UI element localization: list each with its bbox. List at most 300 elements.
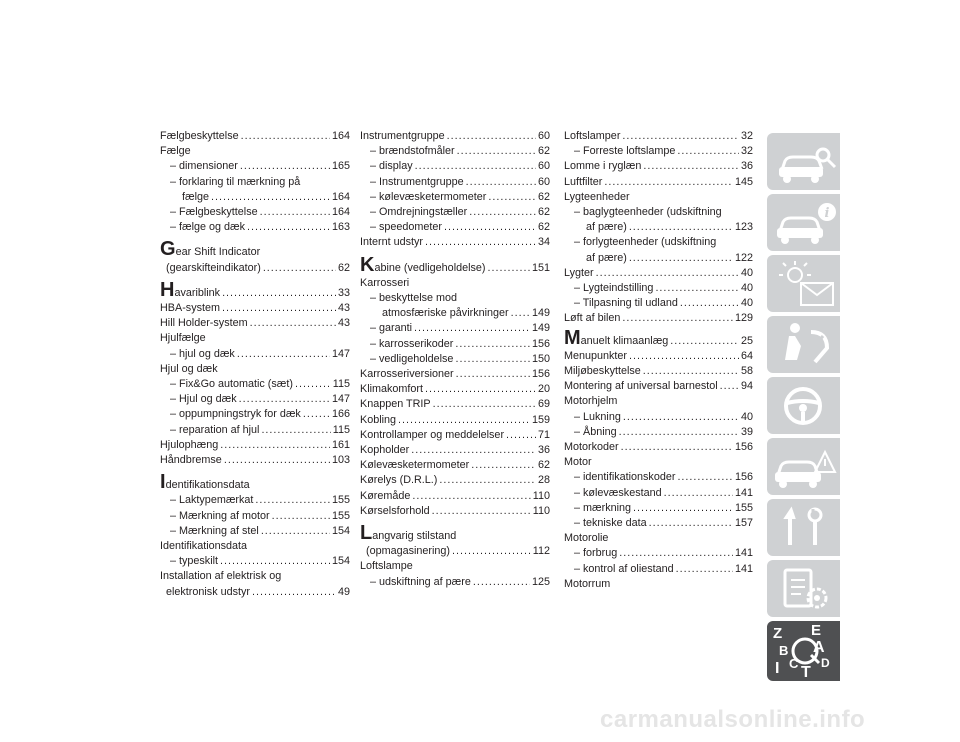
leader-dots — [260, 205, 330, 220]
page-number: 110 — [532, 489, 550, 502]
entry-title — [564, 577, 610, 592]
index-subentry[interactable] — [564, 562, 753, 577]
leader-dots — [629, 251, 733, 266]
entry-text: – brændstofmåler — [370, 145, 455, 158]
leader-dots — [596, 266, 739, 281]
entry-text: Motorrum — [564, 577, 611, 590]
index-subentry[interactable] — [564, 425, 753, 440]
index-entry[interactable] — [360, 522, 550, 559]
entry-title — [160, 144, 191, 159]
entry-line — [564, 129, 753, 144]
index-subentry[interactable] — [564, 516, 753, 531]
entry-line — [160, 238, 350, 261]
entry-title — [370, 575, 471, 590]
index-letter: D — [821, 656, 830, 670]
index-entry[interactable] — [160, 471, 350, 493]
page-number: 34 — [537, 236, 550, 249]
airbag-seat-icon — [767, 316, 840, 373]
index-entry[interactable] — [360, 382, 550, 397]
page-number: 157 — [734, 517, 753, 530]
page-number: 58 — [740, 365, 753, 378]
entry-title — [574, 281, 653, 296]
index-entry[interactable] — [360, 254, 550, 276]
index-subentry[interactable] — [360, 220, 550, 235]
page-number: 141 — [734, 562, 753, 575]
page-number: 36 — [537, 444, 550, 457]
entry-text: – Mærkning af motor — [170, 509, 270, 522]
index-entry[interactable] — [360, 489, 550, 504]
index-subentry[interactable] — [160, 175, 350, 205]
index-entry[interactable] — [160, 144, 350, 159]
index-subentry[interactable] — [360, 321, 550, 336]
index-subentry[interactable] — [160, 377, 350, 392]
entry-text: – beskyttelse mod — [370, 292, 458, 305]
entry-line — [170, 205, 350, 220]
tools-icon — [767, 499, 840, 556]
leader-dots — [432, 504, 531, 519]
entry-line — [160, 129, 350, 144]
section-letter: I — [160, 471, 166, 494]
index-column-3 — [564, 129, 753, 592]
index-entry[interactable] — [360, 413, 550, 428]
page-number: 156 — [531, 368, 550, 381]
entry-text: Løft af bilen — [564, 312, 621, 325]
index-subentry[interactable] — [564, 235, 753, 265]
entry-title — [370, 190, 486, 205]
entry-text: angvarig stilstand — [372, 530, 457, 543]
index-subentry[interactable] — [160, 423, 350, 438]
entry-text: – udskiftning af pære — [370, 575, 471, 588]
entry-title — [370, 337, 453, 352]
entry-title — [160, 331, 206, 346]
leader-dots — [224, 453, 330, 468]
tab-getting-to-know-car[interactable] — [767, 133, 840, 190]
index-letter: E — [811, 622, 822, 639]
entry-text-continued: fælge — [182, 190, 210, 203]
entry-title — [360, 559, 413, 574]
index-subentry[interactable] — [160, 509, 350, 524]
page-number: 69 — [537, 398, 550, 411]
entry-title — [574, 235, 716, 250]
entry-title — [564, 364, 641, 379]
index-entry[interactable] — [360, 235, 550, 250]
entry-title — [170, 347, 235, 362]
entry-text: Lygteenheder — [564, 190, 630, 203]
section-letter: H — [160, 278, 175, 301]
entry-text: Håndbremse — [160, 454, 222, 467]
entry-title — [370, 159, 413, 174]
entry-line — [564, 190, 753, 205]
entry-line — [160, 278, 350, 301]
page-number: 123 — [734, 221, 753, 234]
entry-line — [360, 413, 550, 428]
leader-dots — [488, 261, 530, 276]
entry-title — [170, 220, 245, 235]
entry-title — [360, 443, 409, 458]
leader-dots — [506, 428, 536, 443]
index-entry[interactable] — [564, 311, 753, 326]
entry-line — [360, 253, 550, 276]
leader-dots — [680, 296, 739, 311]
index-entry[interactable] — [360, 428, 550, 443]
entry-line — [160, 539, 350, 554]
index-subentry[interactable] — [564, 410, 753, 425]
page-number: 62 — [537, 206, 550, 219]
leader-dots — [466, 175, 536, 190]
page-number: 62 — [337, 261, 350, 274]
entry-line — [370, 144, 550, 159]
entry-text: – kontrol af oliestand — [574, 562, 674, 575]
entry-line — [360, 522, 550, 545]
index-subentry[interactable] — [360, 575, 550, 590]
index-subentry[interactable] — [360, 352, 550, 367]
tab-service[interactable] — [767, 499, 840, 556]
index-entry[interactable] — [564, 394, 753, 409]
entry-line — [370, 205, 550, 220]
entry-title — [360, 382, 423, 397]
index-subentry[interactable] — [360, 144, 550, 159]
page-number: 141 — [734, 547, 753, 560]
entry-line — [360, 428, 550, 443]
car-info-icon — [767, 194, 840, 251]
entry-text: Hjul og dæk — [160, 362, 218, 375]
alphabetical-index-icon — [767, 621, 840, 681]
index-entry[interactable] — [160, 569, 350, 599]
leader-dots — [261, 524, 330, 539]
entry-line — [564, 440, 753, 455]
leader-dots — [425, 235, 536, 250]
entry-title — [360, 129, 445, 144]
car-breakdown-icon — [767, 438, 840, 495]
entry-text: Instrumentgruppe — [360, 130, 445, 142]
leader-dots — [241, 129, 330, 144]
index-letter: Z — [773, 625, 783, 642]
entry-line — [360, 458, 550, 473]
tab-safety[interactable] — [767, 316, 840, 373]
index-entry[interactable] — [564, 531, 753, 546]
entry-title — [370, 291, 457, 306]
index-subentry[interactable] — [564, 546, 753, 561]
entry-text: – Lukning — [574, 410, 621, 423]
index-entry[interactable] — [360, 276, 550, 291]
index-subentry[interactable] — [160, 159, 350, 174]
page-number: 149 — [531, 322, 550, 335]
entry-title — [170, 509, 270, 524]
tab-emergency[interactable] — [767, 438, 840, 495]
entry-line — [574, 470, 753, 485]
index-entry[interactable] — [360, 458, 550, 473]
leader-dots — [272, 509, 330, 524]
index-subentry[interactable] — [160, 347, 350, 362]
tab-warning-lights[interactable] — [767, 255, 840, 312]
index-entry[interactable] — [160, 238, 350, 275]
page-number: 151 — [531, 261, 550, 274]
index-entry[interactable] — [160, 453, 350, 468]
index-entry[interactable] — [564, 175, 753, 190]
entry-title — [360, 276, 409, 291]
leader-dots — [255, 493, 330, 508]
entry-text: – Mærkning af stel — [170, 524, 259, 537]
entry-text: HBA-system — [160, 302, 220, 315]
entry-line — [360, 443, 550, 458]
index-entry[interactable] — [564, 455, 753, 470]
index-entry[interactable] — [160, 301, 350, 316]
index-entry[interactable] — [160, 438, 350, 453]
entry-line — [564, 175, 753, 190]
entry-line — [370, 291, 550, 306]
entry-line — [160, 569, 350, 584]
page-number: 110 — [532, 504, 550, 517]
page-number: 39 — [740, 425, 753, 438]
technical-data-icon — [767, 560, 840, 617]
entry-line — [170, 159, 350, 174]
leader-dots — [447, 129, 536, 144]
page-number: 43 — [337, 317, 350, 330]
steering-wheel-icon — [767, 377, 840, 434]
index-entry[interactable] — [160, 331, 350, 346]
entry-title — [170, 392, 237, 407]
index-letter: C — [789, 656, 799, 671]
index-subentry[interactable] — [564, 205, 753, 235]
entry-title — [564, 190, 630, 205]
entry-text: avariblink — [174, 286, 221, 299]
entry-text-continued: af pære) — [586, 221, 627, 234]
entry-text: – baglygteenheder (udskiftning — [574, 206, 722, 219]
index-column-1 — [160, 129, 350, 600]
index-subentry[interactable] — [160, 554, 350, 569]
index-entry[interactable] — [160, 539, 350, 554]
entry-text-continued: (opmagasinering) — [366, 545, 451, 558]
entry-title — [574, 144, 675, 159]
entry-title — [170, 423, 259, 438]
page-number: 40 — [740, 297, 753, 310]
page-number: 28 — [537, 474, 550, 487]
index-entry[interactable] — [360, 504, 550, 519]
entry-text: Motorolie — [564, 532, 609, 545]
page-number: 62 — [537, 221, 550, 234]
section-letter: L — [360, 522, 373, 545]
entry-line — [360, 129, 550, 144]
entry-text-continued: elektronisk udstyr — [166, 585, 251, 598]
tab-instrument-panel[interactable] — [767, 194, 840, 251]
index-subentry[interactable] — [564, 470, 753, 485]
index-entry[interactable] — [160, 279, 350, 301]
page-number: 40 — [740, 282, 753, 295]
index-subentry[interactable] — [360, 159, 550, 174]
page-number: 154 — [331, 555, 350, 568]
leader-dots — [471, 458, 536, 473]
index-entry[interactable] — [564, 159, 753, 174]
index-entry[interactable] — [564, 129, 753, 144]
entry-title — [574, 410, 621, 425]
page-number: 94 — [740, 380, 753, 393]
index-entry[interactable] — [564, 349, 753, 364]
entry-line — [574, 251, 753, 266]
entry-text: – identifikationskoder — [574, 471, 676, 484]
leader-dots — [604, 175, 733, 190]
leader-dots — [619, 425, 739, 440]
index-subentry[interactable] — [360, 175, 550, 190]
index-entry[interactable] — [160, 362, 350, 377]
page-number: 25 — [740, 334, 753, 347]
index-subentry[interactable] — [160, 205, 350, 220]
entry-line — [564, 455, 753, 470]
index-entry[interactable] — [564, 440, 753, 455]
entry-text: – Tilpasning til udland — [574, 297, 678, 310]
section-letter: K — [360, 253, 375, 276]
entry-text: Fælgbeskyttelse — [160, 130, 239, 142]
page-number: 141 — [734, 486, 753, 499]
entry-line — [574, 410, 753, 425]
entry-text: Klimakomfort — [360, 383, 423, 396]
entry-title — [564, 159, 641, 174]
entry-title — [360, 397, 431, 412]
entry-title — [160, 539, 247, 554]
index-subentry[interactable] — [564, 144, 753, 159]
entry-title — [360, 428, 504, 443]
entry-title — [370, 220, 442, 235]
entry-title — [160, 569, 281, 584]
index-subentry[interactable] — [360, 337, 550, 352]
entry-text: – hjul og dæk — [170, 347, 235, 360]
index-entry[interactable] — [360, 473, 550, 488]
entry-text: Kølevæsketermometer — [360, 459, 470, 472]
page-number: 155 — [331, 509, 350, 522]
entry-line — [574, 281, 753, 296]
index-subentry[interactable] — [360, 190, 550, 205]
leader-dots — [655, 281, 739, 296]
entry-text: – display — [370, 160, 413, 173]
page-number: 40 — [740, 410, 753, 423]
leader-dots — [398, 413, 530, 428]
index-subentry[interactable] — [564, 296, 753, 311]
page-number: 149 — [531, 307, 550, 320]
index-entry[interactable] — [360, 367, 550, 382]
entry-title — [160, 438, 218, 453]
entry-line — [160, 453, 350, 468]
entry-line — [160, 585, 350, 600]
index-entry[interactable] — [360, 443, 550, 458]
leader-dots — [670, 334, 739, 349]
index-entry[interactable] — [564, 364, 753, 379]
entry-line — [370, 190, 550, 205]
index-subentry[interactable] — [160, 524, 350, 539]
entry-text: Loftslamper — [564, 130, 621, 142]
index-subentry[interactable] — [564, 281, 753, 296]
index-entry[interactable] — [160, 316, 350, 331]
page-number: 62 — [537, 459, 550, 472]
entry-title — [160, 301, 220, 316]
entry-line — [564, 379, 753, 394]
index-entry[interactable] — [360, 559, 550, 574]
tab-alphabetical-index[interactable] — [767, 621, 840, 681]
entry-title — [574, 501, 631, 516]
entry-line — [160, 331, 350, 346]
index-entry[interactable] — [564, 266, 753, 281]
entry-line — [360, 504, 550, 519]
page-number: 122 — [734, 251, 753, 264]
entry-line — [370, 337, 550, 352]
entry-line — [370, 159, 550, 174]
index-subentry[interactable] — [160, 392, 350, 407]
index-subentry[interactable] — [160, 220, 350, 235]
entry-line — [574, 205, 753, 220]
entry-line — [360, 397, 550, 412]
car-lock-icon — [767, 133, 840, 190]
index-entry[interactable] — [564, 327, 753, 349]
page-number: 43 — [337, 302, 350, 315]
leader-dots — [676, 562, 733, 577]
entry-title — [370, 144, 455, 159]
leader-dots — [511, 306, 530, 321]
index-letter: B — [779, 643, 789, 658]
entry-title — [170, 175, 300, 190]
index-subentry[interactable] — [360, 205, 550, 220]
index-entry[interactable] — [160, 129, 350, 144]
entry-text: Lomme i ryglæn — [564, 160, 642, 173]
leader-dots — [622, 129, 739, 144]
entry-line — [370, 352, 550, 367]
entry-line — [360, 367, 550, 382]
entry-text: – dimensioner — [170, 160, 238, 173]
index-entry[interactable] — [564, 190, 753, 205]
index-entry[interactable] — [564, 577, 753, 592]
entry-title — [360, 489, 410, 504]
entry-line — [564, 364, 753, 379]
entry-text: Kørselsforhold — [360, 504, 430, 517]
index-entry[interactable] — [360, 129, 550, 144]
index-subentry[interactable] — [564, 501, 753, 516]
entry-title — [574, 562, 674, 577]
entry-line — [360, 559, 550, 574]
leader-dots — [247, 220, 330, 235]
tab-starting-driving[interactable] — [767, 377, 840, 434]
index-subentry[interactable] — [160, 407, 350, 422]
entry-line — [574, 562, 753, 577]
leader-dots — [677, 144, 739, 159]
index-entry[interactable] — [564, 379, 753, 394]
leader-dots — [621, 440, 733, 455]
entry-line — [574, 220, 753, 235]
entry-line — [360, 276, 550, 291]
index-entry[interactable] — [360, 397, 550, 412]
page-number: 103 — [331, 454, 350, 467]
entry-text: Miljøbeskyttelse — [564, 365, 641, 378]
leader-dots — [677, 470, 733, 485]
index-subentry[interactable] — [160, 493, 350, 508]
index-subentry[interactable] — [360, 291, 550, 321]
entry-title — [564, 455, 592, 470]
tab-technical-data[interactable] — [767, 560, 840, 617]
entry-title — [360, 367, 454, 382]
entry-text: – Laktypemærkat — [170, 494, 254, 507]
leader-dots — [720, 379, 739, 394]
entry-text: – garanti — [370, 322, 413, 335]
entry-text: – forbrug — [574, 547, 618, 560]
entry-text: – Fælgbeskyttelse — [170, 206, 258, 219]
entry-text: Hill Holder-system — [160, 317, 248, 330]
entry-title — [564, 379, 718, 394]
entry-title — [564, 311, 620, 326]
entry-text: Hjulfælge — [160, 332, 206, 345]
page-number: 165 — [331, 160, 350, 173]
entry-text: – kølevæsketermometer — [370, 190, 487, 203]
index-subentry[interactable] — [564, 486, 753, 501]
page-number: 60 — [537, 160, 550, 173]
entry-title — [160, 129, 239, 144]
entry-text-continued: af pære) — [586, 251, 627, 264]
entry-text: Montering af universal barnestol — [564, 380, 718, 393]
